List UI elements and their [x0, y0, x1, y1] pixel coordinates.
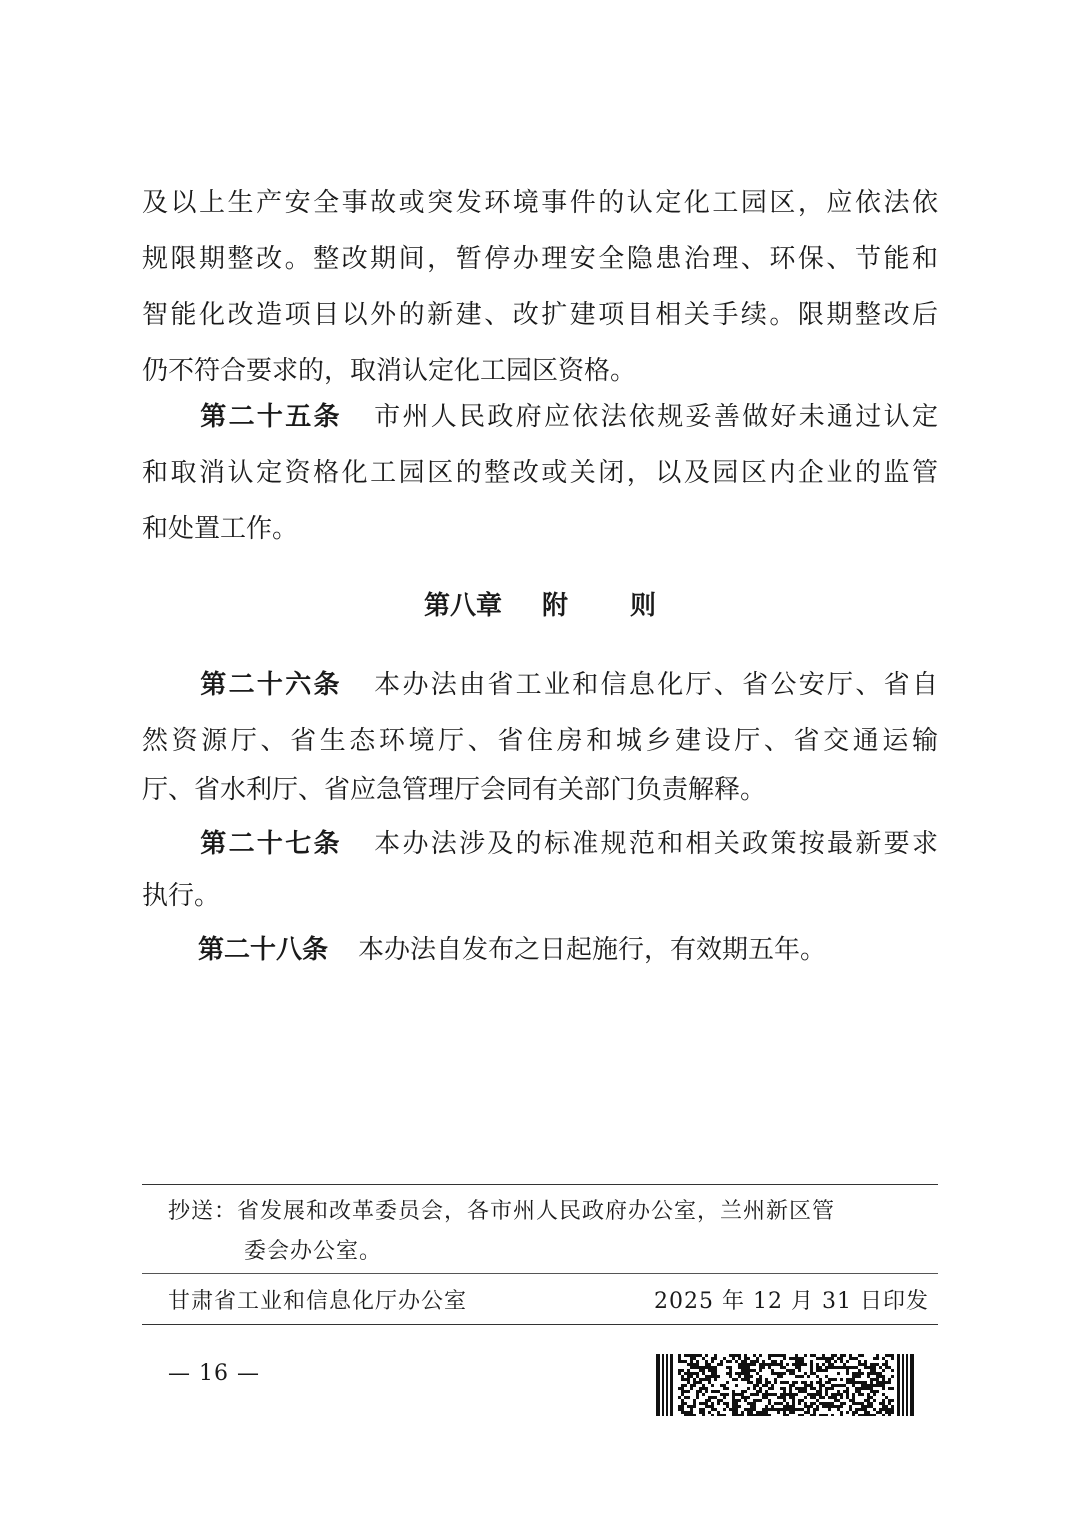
footer-rule-bottom [142, 1324, 938, 1325]
issue-date: 2025 年 12 月 31 日印发 [654, 1289, 929, 1314]
article-28-line [142, 922, 938, 978]
article-25-first-line [142, 389, 938, 445]
footer-rule-middle [142, 1273, 938, 1274]
issuer: 甘肃省工业和信息化厅办公室 [168, 1289, 468, 1314]
article-28-text: 本办法自发布之日起施行，有效期五年。 [358, 935, 827, 965]
chapter-number: 第八章 [423, 591, 502, 621]
body-line: 及以上生产安全事故或突发环境事件的认定化工园区，应依法依 [142, 188, 938, 218]
page-number: — 16 — [168, 1361, 260, 1386]
body-line: 然资源厅、省生态环境厅、省住房和城乡建设厅、省交通运输 [142, 726, 938, 756]
cc-label: 抄送： [168, 1199, 238, 1224]
body-line: 智能化改造项目以外的新建、改扩建项目相关手续。限期整改后 [142, 300, 938, 330]
barcode-icon [656, 1354, 914, 1416]
chapter-title-char: 则 [630, 591, 657, 621]
chapter-title-char: 附 [541, 591, 568, 621]
article-27-first-line [142, 816, 938, 872]
body-line: 和处置工作。 [142, 514, 299, 544]
article-28-title: 第二十八条 [198, 935, 329, 965]
cc-line-2: 委会办公室。 [244, 1239, 383, 1264]
body-line: 仍不符合要求的，取消认定化工园区资格。 [142, 356, 637, 386]
body-line: 和取消认定资格化工园区的整改或关闭，以及园区内企业的监管 [142, 458, 938, 488]
cc-recipients: 省发展和改革委员会，各市州人民政府办公室，兰州新区管 [237, 1199, 836, 1224]
article-25-title: 第二十五条 [198, 402, 342, 432]
footer-rule-top [142, 1184, 938, 1185]
body-line: 厅、省水利厅、省应急管理厅会同有关部门负责解释。 [142, 775, 767, 805]
article-26-title: 第二十六条 [198, 670, 342, 700]
cc-line-1 [168, 1194, 835, 1225]
article-26-first-line [142, 657, 938, 713]
body-line: 执行。 [142, 881, 221, 911]
article-25-text: 市州人民政府应依法依规妥善做好未通过认定 [371, 402, 938, 432]
article-27-title: 第二十七条 [198, 829, 342, 859]
article-26-text: 本办法由省工业和信息化厅、省公安厅、省自 [371, 670, 938, 700]
body-line: 规限期整改。整改期间，暂停办理安全隐患治理、环保、节能和 [142, 244, 938, 274]
article-27-text: 本办法涉及的标准规范和相关政策按最新要求 [371, 829, 938, 859]
chapter-heading [0, 578, 1080, 634]
